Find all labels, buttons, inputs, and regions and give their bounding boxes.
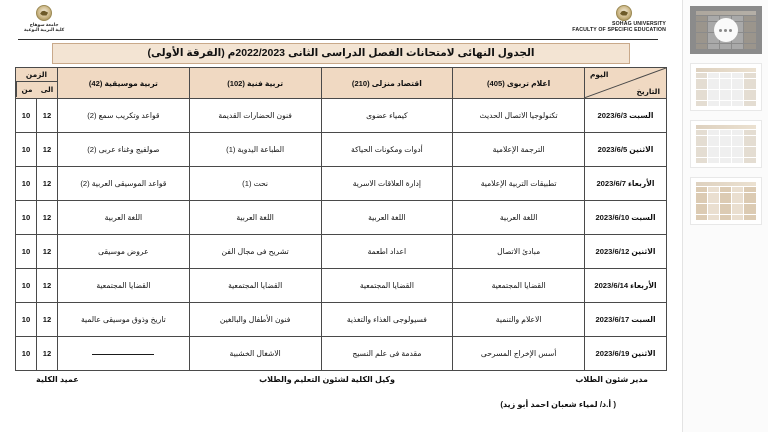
cell-subject-music [58,337,190,371]
cell-date [585,167,667,201]
cell-subject-art: اللغة العربية [189,201,321,235]
cell-date-day: الاثنين [629,145,654,154]
cell-date [585,133,667,167]
cell-date [585,337,667,371]
thumbnail-header-band [696,11,756,15]
thumbnail-grid [696,130,756,163]
column-header-date [585,68,667,99]
table-row [16,167,667,201]
exam-schedule-table [15,67,667,371]
cell-time-from: 10 [16,99,37,133]
cell-date [585,201,667,235]
thumbnail-preview [696,182,756,220]
university-name-en: SOHAG UNIVERSITY [612,21,666,27]
cell-date-day: الاثنين [631,247,656,256]
cell-date-value: 2023/6/19 [595,349,630,358]
time-header-to: الى [40,85,54,94]
table-body [16,99,667,371]
thumbnail-header-band [696,68,756,72]
page-title: الجدول النهائى لامتحانات الفصل الدراسى الثانى 2022/2023م (الفرقة الأولى) [147,47,535,59]
letterhead-divider [18,39,658,40]
cell-time-from: 10 [16,303,37,337]
cell-date-value: 2023/6/12 [595,247,630,256]
signature-students-affairs: مدير شئون الطلاب [575,375,648,384]
cell-date-day: السبت [629,111,654,120]
cell-time-to: 12 [37,133,58,167]
sohag-university-logo-left-icon [616,5,632,21]
cell-subject-media: تكنولوجيا الاتصال الحديث [453,99,585,133]
letterhead-right [24,5,64,32]
faculty-name-en: FACULTY OF SPECIFIC EDUCATION [572,26,666,33]
signature-vice-dean: وكيل الكلية لشئون التعليم والطلاب [259,375,395,384]
cell-subject-music: عروض موسيقى [58,235,190,269]
time-header-from: من [16,82,37,97]
column-header-day-label: اليوم [590,70,609,79]
cell-date [585,303,667,337]
cell-date-value: 2023/6/3 [597,111,628,120]
cell-date-value: 2023/6/5 [597,145,628,154]
cell-time-from: 10 [16,269,37,303]
page-thumbnail-2[interactable] [690,63,762,111]
faculty-name-ar: كلية التربية النوعية [24,27,65,33]
cell-subject-music: تاريخ وذوق موسيقى عالمية [58,303,190,337]
cell-subject-home-economics: أدوات ومكونات الحياكة [321,133,453,167]
cell-date-day: السبت [631,213,656,222]
letterhead [8,4,674,38]
cell-subject-art: تشريح فى مجال الفن [189,235,321,269]
cell-subject-home-economics: فسيولوجى الغذاء والتغذية [321,303,453,337]
cell-subject-media: اللغة العربية [453,201,585,235]
cell-date-day: الاثنين [631,349,656,358]
thumbnail-preview [696,125,756,163]
empty-subject-line [92,354,154,355]
cell-time-to: 12 [37,235,58,269]
cell-subject-music: القضايا المجتمعية [58,269,190,303]
cell-subject-art: فنون الأطفال والبالغين [189,303,321,337]
thumbnail-grid [696,187,756,220]
page-thumbnail-4[interactable] [690,177,762,225]
column-header-music-education: تربية موسيقية (42) [58,68,190,99]
table-header-row [16,68,667,99]
cell-subject-media: الاعلام والتنمية [453,303,585,337]
cell-subject-music: قواعد الموسيقى العربية (2) [58,167,190,201]
cell-subject-music: اللغة العربية [58,201,190,235]
cell-time-from: 10 [16,133,37,167]
table-row [16,201,667,235]
cell-time-from: 10 [16,201,37,235]
cell-time-to: 12 [37,303,58,337]
signature-row [36,375,648,384]
time-header-stack [16,68,57,98]
cell-subject-art: الاشغال الخشبية [189,337,321,371]
cell-subject-home-economics: إدارة العلاقات الاسرية [321,167,453,201]
cell-date-value: 2023/6/17 [595,315,630,324]
table-row [16,235,667,269]
signature-dean: عميد الكلية [36,375,79,384]
cell-date-value: 2023/6/14 [594,281,629,290]
thumbnail-grid [696,73,756,106]
cell-date-day: الأربعاء [630,281,657,290]
cell-subject-media: مبادئ الاتصال [453,235,585,269]
cell-subject-media: القضايا المجتمعية [453,269,585,303]
cell-time-to: 12 [37,99,58,133]
cell-time-to: 12 [37,269,58,303]
cell-subject-music: قواعد وتكريب سمع (2) [58,99,190,133]
cell-time-from: 10 [16,235,37,269]
cell-time-to: 12 [37,201,58,235]
cell-subject-art: القضايا المجتمعية [189,269,321,303]
cell-time-to: 12 [37,337,58,371]
cell-date [585,99,667,133]
cell-subject-art: نحت (1) [189,167,321,201]
column-header-art-education: تربية فنية (102) [189,68,321,99]
cell-subject-home-economics: اعداد اطعمة [321,235,453,269]
column-header-date-label: التاريخ [636,87,660,96]
letterhead-left [572,5,666,34]
cell-date [585,269,667,303]
cell-date-day: السبت [631,315,656,324]
cell-time-to: 12 [37,167,58,201]
cell-time-from: 10 [16,167,37,201]
page-thumbnail-1[interactable] [690,6,762,54]
table-row [16,99,667,133]
time-header-label: الزمن [16,68,57,82]
sohag-university-logo-right-icon [36,5,52,21]
cell-subject-art: الطباعة اليدوية (1) [189,133,321,167]
cell-date-day: الأربعاء [628,179,655,188]
thumbnail-preview [696,68,756,106]
cell-date-value: 2023/6/10 [595,213,630,222]
dean-full-name: ( أ.د/ لمياء شعبان احمد أبو زيد) [500,400,616,409]
cell-subject-home-economics: القضايا المجتمعية [321,269,453,303]
time-subheaders [16,82,57,97]
column-header-time [16,68,58,99]
column-header-media: اعلام تربوى (405) [453,68,585,99]
page-thumbnail-3[interactable] [690,120,762,168]
cell-subject-media: أسس الإخراج المسرحى [453,337,585,371]
cell-subject-media: الترجمة الإعلامية [453,133,585,167]
cell-subject-home-economics: مقدمة فى علم النسيج [321,337,453,371]
cell-subject-home-economics: اللغة العربية [321,201,453,235]
document-title-bar [52,43,630,64]
table-row [16,269,667,303]
university-name-ar: جامعة سوهاج [29,22,59,27]
page-thumbnail-rail[interactable] [682,0,768,432]
table-row [16,303,667,337]
table-row [16,133,667,167]
thumbnail-header-band [696,125,756,129]
table-row [16,337,667,371]
loading-spinner-icon [714,18,738,42]
cell-time-from: 10 [16,337,37,371]
cell-date-value: 2023/6/7 [596,179,627,188]
date-split-cell [585,68,666,98]
cell-subject-music: صولفيج وغناء عربى (2) [58,133,190,167]
cell-subject-media: تطبيقات التربية الإعلامية [453,167,585,201]
column-header-home-economics: اقتصاد منزلى (210) [321,68,453,99]
cell-subject-art: فنون الحضارات القديمة [189,99,321,133]
cell-date [585,235,667,269]
thumbnail-header-band [696,182,756,186]
table-head [16,68,667,99]
cell-subject-home-economics: كيمياء عضوى [321,99,453,133]
